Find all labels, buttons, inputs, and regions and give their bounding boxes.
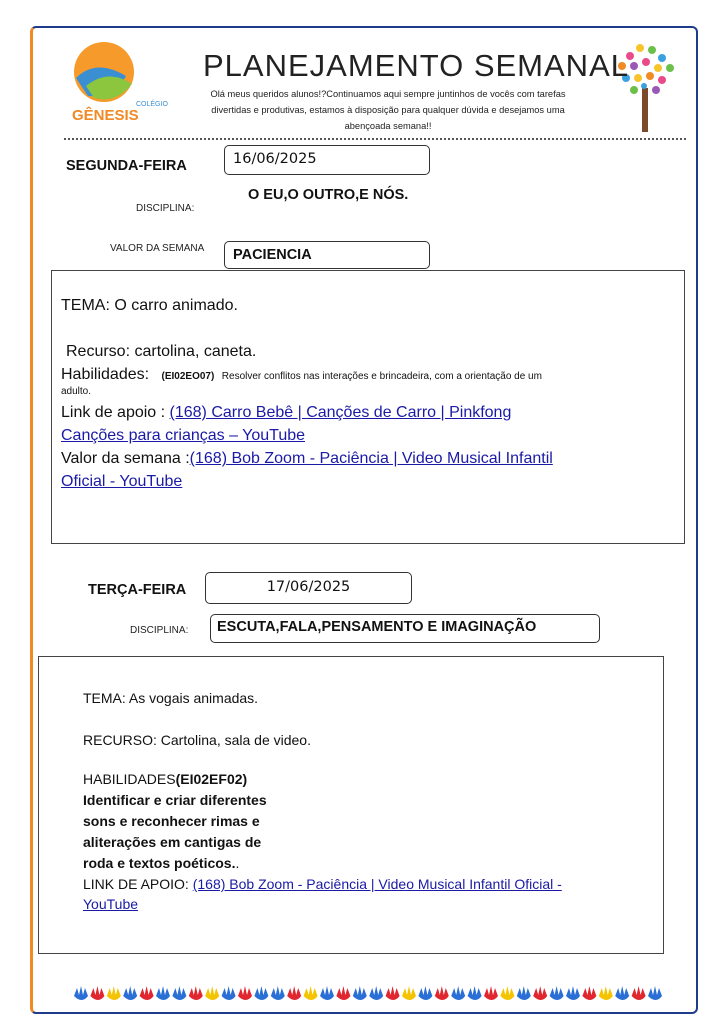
hand-print-icon	[189, 986, 203, 1000]
tuesday-link-bobzoom-cont[interactable]: YouTube	[83, 896, 139, 912]
hand-print-icon	[222, 986, 236, 1000]
monday-valor-row: Valor da semana :(168) Bob Zoom - Paciência | Video Musical Infantil	[61, 450, 553, 467]
monday-value-label: VALOR DA SEMANA	[110, 243, 205, 254]
monday-panel	[51, 270, 685, 544]
logo-name: GÊNESIS	[72, 107, 139, 124]
tuesday-tema: TEMA: As vogais animadas.	[83, 690, 259, 706]
tuesday-habilidades: HABILIDADES(EI02EF02)	[83, 771, 248, 787]
hand-print-icon	[271, 986, 285, 1000]
hand-print-icon	[418, 986, 432, 1000]
hand-print-icon	[336, 986, 350, 1000]
hand-print-icon	[402, 986, 416, 1000]
hand-print-icon	[353, 986, 367, 1000]
monday-label: SEGUNDA-FEIRA	[66, 158, 187, 174]
tuesday-label: TERÇA-FEIRA	[88, 582, 187, 598]
hand-print-icon	[468, 986, 482, 1000]
tuesday-subject-label: DISCIPLINA:	[130, 625, 189, 636]
page-title: PLANEJAMENTO SEMANAL	[203, 48, 629, 83]
hand-print-icon	[386, 986, 400, 1000]
hand-print-icon	[550, 986, 564, 1000]
hand-print-icon	[205, 986, 219, 1000]
hand-print-icon	[74, 986, 88, 1000]
hands-border-decoration	[68, 984, 662, 1004]
monday-habilidades-cont: adulto.	[61, 386, 92, 397]
hand-print-icon	[107, 986, 121, 1000]
monday-link-carro[interactable]: (168) Carro Bebê | Canções de Carro | Pinkfong	[169, 404, 512, 421]
monday-link-carro-cont[interactable]: Canções para crianças – YouTube	[61, 427, 306, 444]
hand-print-icon	[320, 986, 334, 1000]
hand-print-icon	[435, 986, 449, 1000]
tuesday-recurso: RECURSO: Cartolina, sala de video.	[83, 732, 311, 748]
hand-print-icon	[287, 986, 301, 1000]
hand-print-icon	[484, 986, 498, 1000]
hand-print-icon	[238, 986, 252, 1000]
hand-print-icon	[632, 986, 646, 1000]
tuesday-link-bobzoom[interactable]: (168) Bob Zoom - Paciência | Video Musical Infantil Oficial -	[192, 876, 562, 892]
logo-small-text: COLÉGIO	[136, 101, 168, 108]
hand-print-icon	[304, 986, 318, 1000]
hand-print-icon	[500, 986, 514, 1000]
hand-print-icon	[140, 986, 154, 1000]
monday-subject-label: DISCIPLINA:	[136, 203, 195, 214]
tuesday-hab-line3: aliterações em cantigas de	[83, 834, 262, 850]
monday-link-bobzoom[interactable]: (168) Bob Zoom - Paciência | Video Musical Infantil	[189, 450, 553, 467]
intro-text: Olá meus queridos alunos!?Continuamos aqui sempre juntinhos de vocês com tarefas divertidas e produtivas, estamos à disposição para qualquer dúvida e desejamos uma abençoada semana!!	[210, 89, 566, 131]
monday-date: 16/06/2025	[224, 145, 430, 175]
hand-print-icon	[533, 986, 547, 1000]
tuesday-date: 17/06/2025	[205, 572, 412, 604]
school-logo	[66, 38, 168, 124]
monday-habilidades: Habilidades: (EI02EO07) Resolver conflitos nas interações e brincadeira, com a orientação de um	[61, 366, 542, 383]
tuesday-hab-line2: sons e reconhecer rimas e	[83, 813, 260, 829]
hand-print-icon	[172, 986, 186, 1000]
hand-print-icon	[451, 986, 465, 1000]
hand-print-icon	[648, 986, 662, 1000]
tuesday-panel	[38, 656, 664, 954]
monday-value: PACIENCIA	[224, 241, 430, 269]
hand-print-icon	[566, 986, 580, 1000]
monday-subject: O EU,O OUTRO,E NÓS.	[248, 187, 409, 203]
tuesday-hab-line4: roda e textos poéticos..	[83, 855, 240, 871]
hand-print-icon	[254, 986, 268, 1000]
hand-print-icon	[369, 986, 383, 1000]
tuesday-link-row: LINK DE APOIO: (168) Bob Zoom - Paciência | Video Musical Infantil Oficial -	[83, 876, 562, 892]
divider	[64, 138, 686, 140]
hand-print-icon	[517, 986, 531, 1000]
hand-print-icon	[615, 986, 629, 1000]
tuesday-subject: ESCUTA,FALA,PENSAMENTO E IMAGINAÇÃO	[210, 614, 600, 643]
monday-recurso: Recurso: cartolina, caneta.	[66, 343, 257, 360]
hand-print-icon	[123, 986, 137, 1000]
monday-link-bobzoom-cont[interactable]: Oficial - YouTube	[61, 473, 183, 490]
hand-print-icon	[599, 986, 613, 1000]
hand-print-icon	[582, 986, 596, 1000]
monday-link-row: Link de apoio : (168) Carro Bebê | Canções de Carro | Pinkfong	[61, 404, 512, 421]
monday-tema: TEMA: O carro animado.	[61, 297, 238, 314]
hand-print-icon	[156, 986, 170, 1000]
hand-print-icon	[90, 986, 104, 1000]
tuesday-hab-line1: Identificar e criar diferentes	[83, 792, 267, 808]
